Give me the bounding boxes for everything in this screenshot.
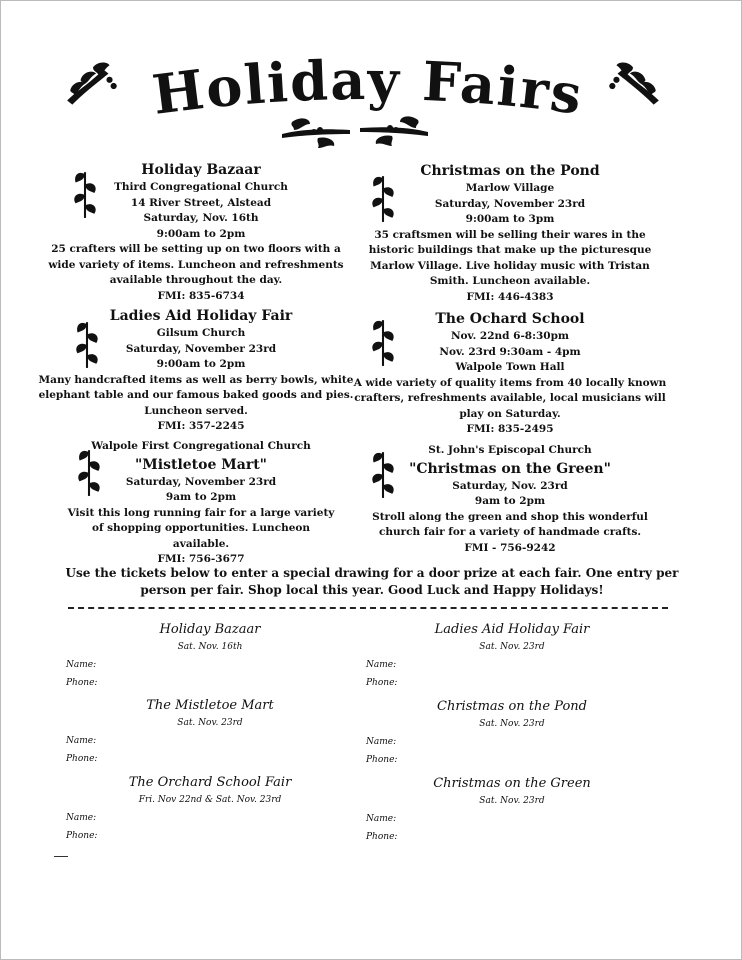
event-venue: Gilsum Church [156, 327, 246, 339]
ticket-name: The Orchard School Fair [128, 775, 292, 790]
ticket-christmas-on-the-green [366, 776, 632, 842]
event-the-ochard-school [350, 309, 670, 438]
ticket-holiday-bazaar [66, 622, 330, 688]
event-fmi: FMI: 835-6734 [157, 289, 245, 302]
ticket-phone-label: Phone: [366, 678, 398, 688]
ticket-date: Sat. Nov. 23rd [479, 719, 545, 729]
holly-sprig-icon [278, 112, 354, 154]
event-fmi: FMI: 835-2495 [466, 423, 554, 435]
event-name: Christmas on the Pond [420, 163, 600, 179]
event-date: Saturday, Nov. 16th [143, 212, 259, 224]
event-fmi: FMI - 756-9242 [464, 541, 556, 554]
ticket-name-label: Name: [366, 660, 397, 670]
ticket-name: Holiday Bazaar [159, 622, 261, 637]
ticket-ladies-aid [366, 622, 632, 688]
ticket-christmas-on-the-pond [366, 699, 632, 765]
event-fmi: FMI: 446-4383 [466, 290, 554, 303]
ticket-date: Sat. Nov. 23rd [177, 718, 243, 728]
event-time: 9am to 2pm [165, 491, 237, 503]
event-date: Saturday, Nov. 23rd [452, 479, 568, 492]
event-time: 9:00am to 3pm [465, 213, 555, 225]
ticket-name-label: Name: [66, 813, 97, 823]
event-mistletoe-mart [56, 439, 346, 568]
event-name: The Ochard School [435, 311, 585, 327]
ticket-name: The Mistletoe Mart [146, 698, 274, 713]
ticket-date: Sat. Nov. 23rd [479, 796, 545, 806]
ticket-name-label: Name: [366, 814, 397, 824]
event-name: Holiday Bazaar [141, 162, 261, 178]
event-time: 9am to 2pm [474, 495, 546, 507]
ticket-name: Christmas on the Green [433, 776, 591, 791]
ticket-date: Sat. Nov. 16th [177, 642, 243, 652]
event-date: Saturday, November 23rd [434, 197, 586, 210]
event-description: Stroll along the green and shop this wonderful church fair for a variety of handmade crafts. [372, 510, 648, 538]
event-ladies-aid-holiday-fair [38, 306, 354, 435]
event-christmas-on-the-pond [350, 161, 670, 305]
event-venue: Walpole First Congregational Church [91, 440, 311, 452]
ticket-date: Sat. Nov. 23rd [479, 642, 545, 652]
ticket-phone-label: Phone: [66, 754, 98, 764]
holly-sprig-icon [602, 58, 664, 112]
event-description: Visit this long running fair for a large variety of shopping opportunities. Luncheon available. [67, 506, 335, 550]
ticket-mistletoe-mart [66, 698, 330, 764]
event-description: 25 crafters will be setting up on two floors with a wide variety of items. Luncheon and refreshments available throughout the day. [48, 243, 344, 286]
event-venue: St. John's Episcopal Church [428, 444, 592, 456]
ticket-phone-label: Phone: [66, 831, 98, 841]
ticket-name: Christmas on the Pond [437, 699, 587, 714]
drawing-note: Use the tickets below to enter a special drawing for a door prize at each fair. One entry per person per fair. Shop local this year. Good Luck and Happy Holidays! [65, 566, 679, 597]
ticket-date: Fri. Nov 22nd & Sat. Nov. 23rd [138, 795, 282, 805]
event-fmi: FMI: 357-2245 [157, 420, 245, 432]
ticket-phone-label: Phone: [66, 678, 98, 688]
title-text: Holiday Fairs [148, 58, 588, 128]
event-time: 9:00am to 2pm [156, 227, 246, 240]
ticket-name-label: Name: [366, 737, 397, 747]
cut-line [68, 607, 668, 609]
event-name: Ladies Aid Holiday Fair [109, 308, 293, 324]
event-name: "Mistletoe Mart" [135, 456, 267, 473]
event-date: Saturday, November 23rd [125, 475, 277, 488]
event-description: 35 craftsmen will be selling their wares in the historic buildings that make up the picturesque Marlow Village. Live holiday music with Tristan Smith. Luncheon available. [368, 228, 652, 287]
event-time: 9:00am to 2pm [156, 358, 246, 370]
event-address: 14 River Street, Alstead [130, 196, 272, 209]
event-date: Saturday, November 23rd [125, 342, 277, 355]
event-holiday-bazaar [48, 160, 346, 304]
event-venue: Third Congregational Church [114, 181, 288, 193]
event-description: A wide variety of quality items from 40 locally known crafters, refreshments available, local musicians will play on Saturday. [353, 376, 667, 420]
holly-sprig-icon [62, 58, 124, 112]
ticket-name: Ladies Aid Holiday Fair [434, 622, 590, 637]
ticket-phone-label: Phone: [366, 755, 398, 765]
event-date: Nov. 23rd 9:30am - 4pm [439, 345, 581, 358]
event-description: Many handcrafted items as well as berry bowls, white elephant table and our famous baked goods and pies. Luncheon served. [38, 373, 354, 417]
event-venue: Marlow Village [465, 182, 555, 194]
ticket-name-label: Name: [66, 736, 97, 746]
event-name: "Christmas on the Green" [409, 460, 611, 477]
ticket-orchard-school [66, 775, 330, 841]
ticket-phone-label: Phone: [366, 832, 398, 842]
holly-sprig-icon [356, 108, 432, 154]
event-christmas-on-the-green [350, 443, 670, 556]
event-date: Nov. 22nd 6-8:30pm [450, 330, 570, 342]
event-venue: Walpole Town Hall [455, 361, 565, 373]
event-fmi: FMI: 756-3677 [157, 553, 245, 565]
stray-mark [54, 856, 68, 857]
ticket-name-label: Name: [66, 660, 97, 670]
